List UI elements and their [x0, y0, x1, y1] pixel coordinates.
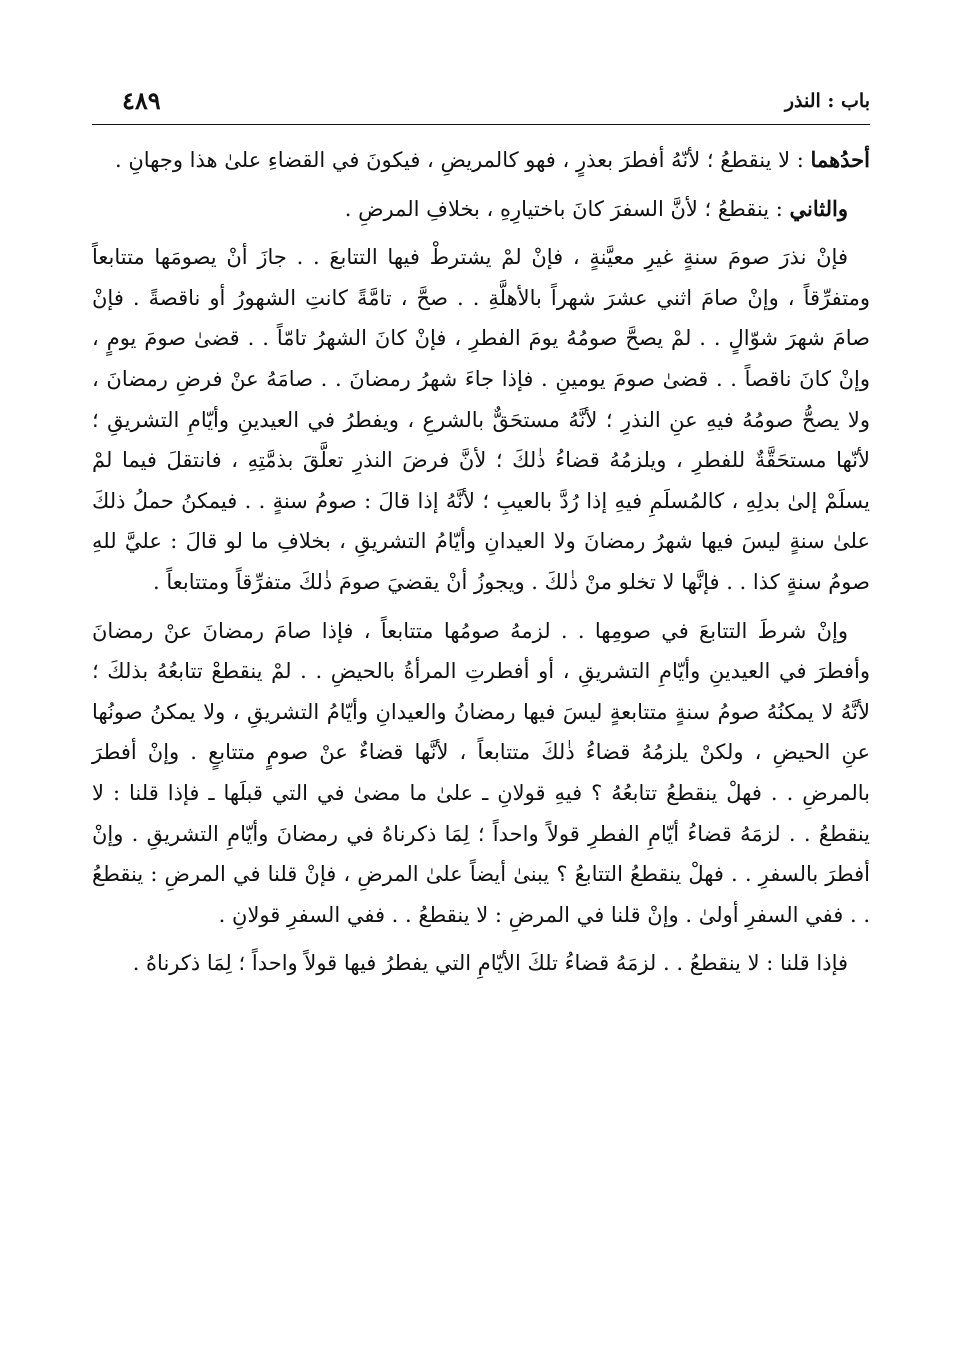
- paragraph: [92, 189, 870, 230]
- paragraph: [92, 611, 870, 936]
- chapter-title: باب : النذر: [784, 90, 870, 112]
- body-text: [92, 140, 870, 984]
- paragraph-text: : لا ينقطعُ ؛ لأنّهُ أفطرَ بعذرٍ ، فهو كالمريضِ ، فيكونَ في القضاءِ علىٰ هذا وجهانِ .: [114, 148, 811, 172]
- paragraph-text: فإذا قلنا : لا ينقطعُ . . لزمَهُ قضاءُ تلكَ الأيّامِ التي يفطرُ فيها قولاً واحداً ؛ لِمَا ذكرناهُ .: [132, 951, 848, 976]
- paragraph-text: وإنْ شرطَ التتابعَ في صومِها . . لزمهُ صومُها متتابعاً ، فإذا صامَ رمضانَ عنْ رمضانَ وأفطرَ في العيدينِ وأيّامِ التشريقِ ، أو أفطرتِ المرأةُ بالحيضِ . . لمْ ينقطعْ تتابعُهُ بذلكَ ؛ لأنَّهُ لا يمكنُهُ صومُ سنةٍ متتابعةٍ ليسَ فيها رمضانُ والعيدانِ وأيّامُ التشريقِ ، ولا يمكنُ صونُها عنِ الحيضِ ، ولكنْ يلزمُهُ قضاءُ ذٰلكَ متتابعاً ، لأنَّها قضاءٌ عنْ صومٍ متتابعٍ . وإنْ أفطرَ بالمرضِ . . فهلْ ينقطعُ تتابعُهُ ؟ فيهِ قولانِ ـ علىٰ ما مضىٰ في التي قبلَها ـ فإذا قلنا : لا ينقطعُ . . لزمَهُ قضاءُ أيّامِ الفطرِ قولاً واحداً ؛ لِمَا ذكرناهُ في رمضانَ وأيّامِ التشريقِ . وإنْ أفطرَ بالسفرِ . . فهلْ ينقطعُ التتابعُ ؟ يبنىٰ أيضاً علىٰ المرضِ ، فإنْ قلنا في المرضِ : ينقطعُ . . ففي السفرِ أولىٰ . وإنْ قلنا في المرضِ : لا ينقطعُ . . ففي السفرِ قولانِ .: [92, 618, 870, 927]
- paragraph-lead: والثاني: [789, 195, 848, 221]
- paragraph: [92, 943, 870, 984]
- page-number: ٤٨٩: [122, 86, 161, 115]
- paragraph-text: فإنْ نذرَ صومَ سنةٍ غيرِ معيَّنةٍ ، فإنْ لمْ يشترطْ فيها التتابعَ . . جازَ أنْ يصومَها متتابعاً ومتفرِّقاً ، وإنْ صامَ اثني عشرَ شهراً بالأهلَّةِ . . صحَّ ، تامَّةً كانتِ الشهورُ أو ناقصةً . فإنْ صامَ شهرَ شوّالٍ . . لمْ يصحَّ صومُهُ يومَ الفطرِ ، فإنْ كانَ الشهرُ تامّاً . . قضىٰ صومَ يومٍ ، وإنْ كانَ ناقصاً . . قضىٰ صومَ يومينِ . فإذا جاءَ شهرُ رمضانَ . . صامَهُ عنْ فرضِ رمضانَ ، ولا يصحُّ صومُهُ فيهِ عنِ النذرِ ؛ لأنَّهُ مستحَقٌّ بالشرعِ ، ويفطرُ في العيدينِ وأيّامِ التشريقِ ؛ لأنّها مستحَقَّةٌ للفطرِ ، ويلزمُهُ قضاءُ ذٰلكَ ؛ لأنَّ فرضَ النذرِ تعلَّقَ بذمَّتِهِ ، فانتقلَ فيما لمْ يسلَمْ إلىٰ بدلِهِ ، كالمُسلَمِ فيهِ إذا رُدَّ بالعيبِ ؛ لأنَّهُ إذا قالَ : صومُ سنةٍ . . فيمكنُ حملُ ذلكَ علىٰ سنةٍ ليسَ فيها شهرُ رمضانَ ولا العيدانِ وأيّامُ التشريقِ ، بخلافِ ما لو قالَ : عليَّ للهِ صومُ سنةٍ كذا . . فإنَّها لا تخلو منْ ذٰلكَ . ويجوزُ أنْ يقضيَ صومَ ذٰلكَ متفرِّقاً ومتتابعاً .: [92, 245, 870, 594]
- paragraph-lead: أحدُهما: [810, 147, 870, 172]
- paragraph-text: : ينقطعُ ؛ لأنَّ السفرَ كانَ باختيارِهِ ، بخلافِ المرضِ .: [344, 196, 790, 221]
- page-header: [92, 84, 870, 125]
- paragraph: [92, 237, 870, 602]
- paragraph: [92, 140, 870, 181]
